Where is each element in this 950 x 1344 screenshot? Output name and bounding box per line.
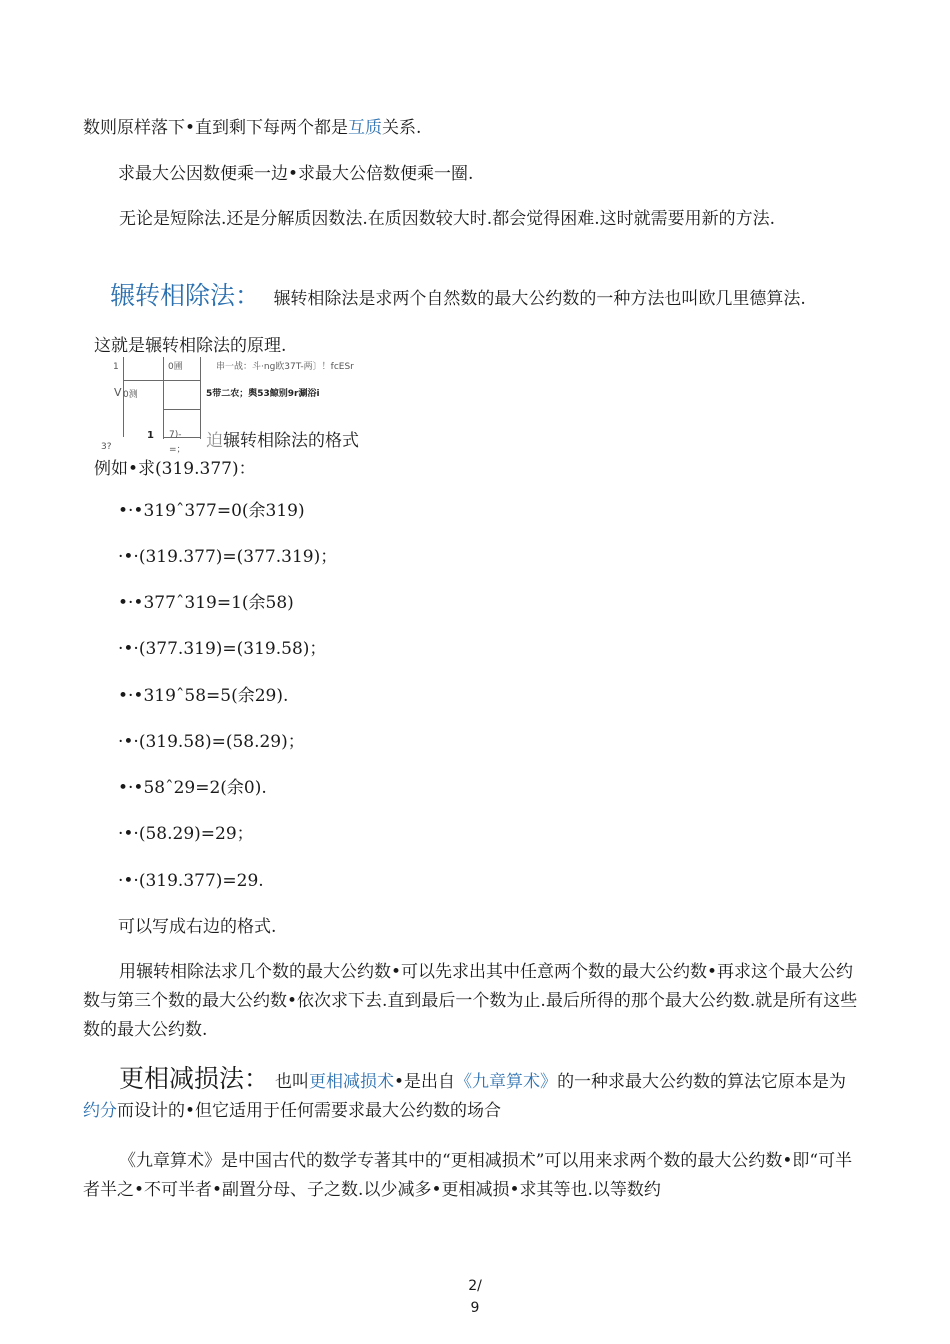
text-segment: 数则原样落下•直到剩下每两个都是 (83, 118, 349, 138)
text-line: 可以写成右边的格式. (118, 917, 277, 937)
diagram-label: 1 (147, 430, 154, 441)
principle-line: 这就是辗转相除法的原理. (94, 336, 287, 356)
step-line: ·•·(58.29)=29； (118, 824, 254, 844)
step-line: •·•319ˆ377=0(余319) (118, 501, 305, 521)
page-number: 2/ (468, 1278, 482, 1294)
diagram-label: V (114, 386, 122, 399)
coprime-link[interactable]: 互质 (348, 118, 383, 138)
step-line: ·•·(319.377)=(377.319)； (118, 547, 338, 567)
diagram-line (163, 357, 164, 439)
paragraph: 《九章算术》是中国古代的数学专著其中的“更相减损术”可以用来求两个数的最大公约数•即“可半者半之•不可半者•副置分母、子之数.以少减多•更相减损•求其等也.以等数约 (83, 1151, 853, 1200)
text-segment: 而设计的•但它适用于任何需要求最大公约数的场合 (117, 1101, 502, 1121)
section-colon: ： (235, 281, 261, 310)
text-line (83, 116, 421, 140)
diagram-line (200, 357, 201, 439)
text-segment: •是出自 (394, 1072, 456, 1092)
step-line: ·•·(377.319)=(319.58)； (118, 639, 327, 659)
text-segment: 关系. (382, 118, 422, 138)
step-line: ·•·(319.58)=(58.29)； (118, 732, 305, 752)
step-line: •·•377ˆ319=1(余58) (118, 593, 294, 613)
example-line: 例如•求(319.377)： (94, 459, 256, 479)
step-line: ·•·(319.377)=29. (118, 871, 264, 891)
section-intro-end: 欧几里德算法. (698, 289, 806, 309)
step-line: •·•319ˆ58=5(余29). (118, 686, 289, 706)
caption-prefix: 迫 (206, 431, 223, 451)
yuefen-link[interactable]: 约分 (83, 1101, 117, 1121)
diagram-line (123, 380, 200, 381)
diagram-label: 0测 (123, 390, 138, 400)
jiuzhang-link[interactable]: 《九章算术》 (455, 1072, 558, 1092)
diagram-caption (206, 429, 359, 453)
caption-text: 辗转相除法的格式 (223, 431, 359, 451)
text-line: 求最大公因数便乘一边•求最大公倍数便乘一圈. (118, 164, 474, 184)
text-segment: 的一种求最大公约数的算法它原本是为 (557, 1072, 847, 1092)
section-colon: ： (244, 1064, 270, 1093)
section-title: 更相减损法 (119, 1064, 245, 1093)
diagram-label: =； (169, 445, 186, 455)
section-gengxiang (83, 1064, 858, 1126)
section-title: 辗转相除法 (110, 281, 236, 310)
section-intro: 辗转相除法是求两个自然数的最大公约数的一种方法也叫 (273, 289, 699, 309)
page-total: 9 (470, 1300, 480, 1316)
gengxiang-link[interactable]: 更相减损术 (309, 1072, 395, 1092)
paragraph: 用辗转相除法求几个数的最大公约数•可以先求出其中任意两个数的最大公约数•再求这个最大公约数与第三个数的最大公约数•依次求下去.直到最后一个数为止.最后所得的那个最大公约数.就是所有这些数的最大公约数. (83, 962, 858, 1040)
diagram-label: 7)- (169, 430, 182, 440)
section-heading-euclid (110, 280, 806, 315)
diagram-label: 1 (113, 362, 119, 372)
text-segment: 也叫 (275, 1072, 310, 1092)
step-line: •·•58ˆ29=2(余0). (118, 778, 267, 798)
diagram-label: 串一战：斗·ng欧37T-两〕！fcESr (216, 362, 354, 372)
diagram-line (163, 409, 200, 410)
diagram-label: 3? (101, 442, 112, 452)
paragraph: 无论是短除法.还是分解质因数法.在质因数较大时.都会觉得困难.这时就需要用新的方法. (119, 209, 776, 229)
diagram-label: 5带二农；舆53鲸别9r涮浴i (206, 389, 320, 399)
diagram-label: 0圃 (168, 362, 183, 372)
